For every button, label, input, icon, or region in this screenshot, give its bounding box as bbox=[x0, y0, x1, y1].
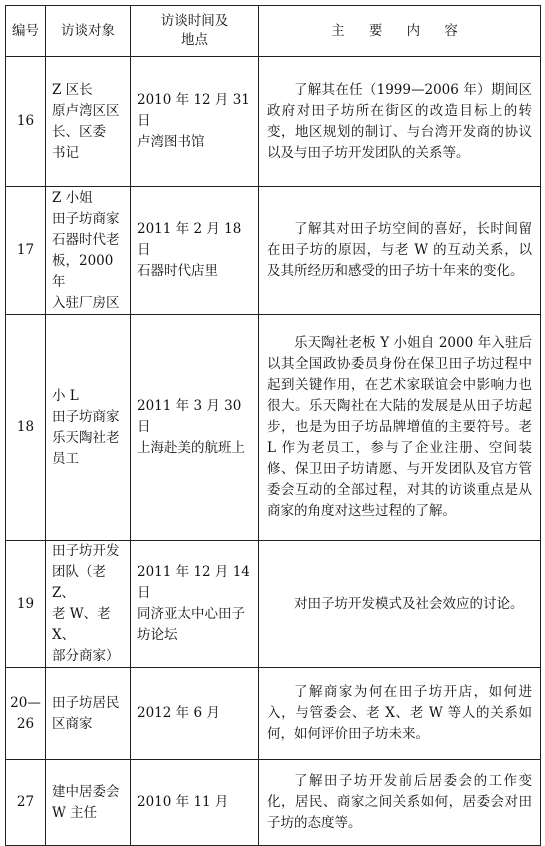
row-time-place-cell: 2011 年 12 月 14 日 同济亚太中心田子 坊论坛 bbox=[131, 541, 259, 668]
table-row bbox=[6, 187, 541, 315]
table-row bbox=[6, 668, 541, 760]
header-id: 编号 bbox=[6, 6, 46, 57]
row-content-cell: 乐天陶社老板 Y 小姐自 2000 年入驻后以其全国政协委员身份在保卫田子坊过程中起到关键作用，在艺术家联谊会中影响力也很大。乐天陶社在大陆的发展是从田子坊起步，也是为田子坊品牌增值的主要符号。老 L 作为老员工，参与了企业注册、空间装修、保卫田子坊请愿、与开发团队及官方管委会互动的全部过程，对其的访谈重点是从商家的角度对这些过程的了解。 bbox=[259, 315, 541, 541]
header-time-place: 访谈时间及 地点 bbox=[131, 6, 259, 57]
row-content-cell: 了解田子坊开发前后居委会的工作变化，居民、商家之间关系如何，居委会对田子坊的态度等。 bbox=[259, 760, 541, 846]
row-id-cell: 16 bbox=[6, 57, 46, 187]
header-subject: 访谈对象 bbox=[46, 6, 131, 57]
row-id-cell: 18 bbox=[6, 315, 46, 541]
row-time-place-cell: 2011 年 2 月 18 日 石器时代店里 bbox=[131, 187, 259, 315]
row-content-cell: 了解其对田子坊空间的喜好，长时间留在田子坊的原因，与老 W 的互动关系，以及其所经历和感受的田子坊十年来的变化。 bbox=[259, 187, 541, 315]
table-header-row bbox=[6, 6, 541, 57]
row-id-cell: 17 bbox=[6, 187, 46, 315]
row-subject-cell: 田子坊居民 区商家 bbox=[46, 668, 131, 760]
row-subject-cell: Z 小姐 田子坊商家 石器时代老 板，2000 年 入驻厂房区 bbox=[46, 187, 131, 315]
row-time-place-cell: 2011 年 3 月 30 日 上海赴美的航班上 bbox=[131, 315, 259, 541]
row-id-cell: 20— 26 bbox=[6, 668, 46, 760]
table-row bbox=[6, 57, 541, 187]
row-time-place-cell: 2012 年 6 月 bbox=[131, 668, 259, 760]
row-subject-cell: Z 区长 原卢湾区区 长、区委 书记 bbox=[46, 57, 131, 187]
interview-table-container bbox=[5, 5, 540, 846]
table-row bbox=[6, 541, 541, 668]
row-subject-cell: 小 L 田子坊商家 乐天陶社老 员工 bbox=[46, 315, 131, 541]
row-subject-cell: 建中居委会 W 主任 bbox=[46, 760, 131, 846]
row-id-cell: 19 bbox=[6, 541, 46, 668]
row-content-cell: 了解其在任（1999—2006 年）期间区政府对田子坊所在街区的改造目标上的转变，地区规划的制订、与台湾开发商的协议以及与田子坊开发团队的关系等。 bbox=[259, 57, 541, 187]
row-content-cell: 对田子坊开发模式及社会效应的讨论。 bbox=[259, 541, 541, 668]
row-time-place-cell: 2010 年 11 月 bbox=[131, 760, 259, 846]
table-row bbox=[6, 760, 541, 846]
row-id-cell: 27 bbox=[6, 760, 46, 846]
table-row bbox=[6, 315, 541, 541]
row-content-cell: 了解商家为何在田子坊开店，如何进入，与管委会、老 X、老 W 等人的关系如何，如何评价田子坊未来。 bbox=[259, 668, 541, 760]
header-content: 主 要 内 容 bbox=[259, 6, 541, 57]
interview-table bbox=[5, 5, 541, 846]
row-time-place-cell: 2010 年 12 月 31 日 卢湾图书馆 bbox=[131, 57, 259, 187]
row-subject-cell: 田子坊开发 团队（老 Z、 老 W、老 X、 部分商家） bbox=[46, 541, 131, 668]
